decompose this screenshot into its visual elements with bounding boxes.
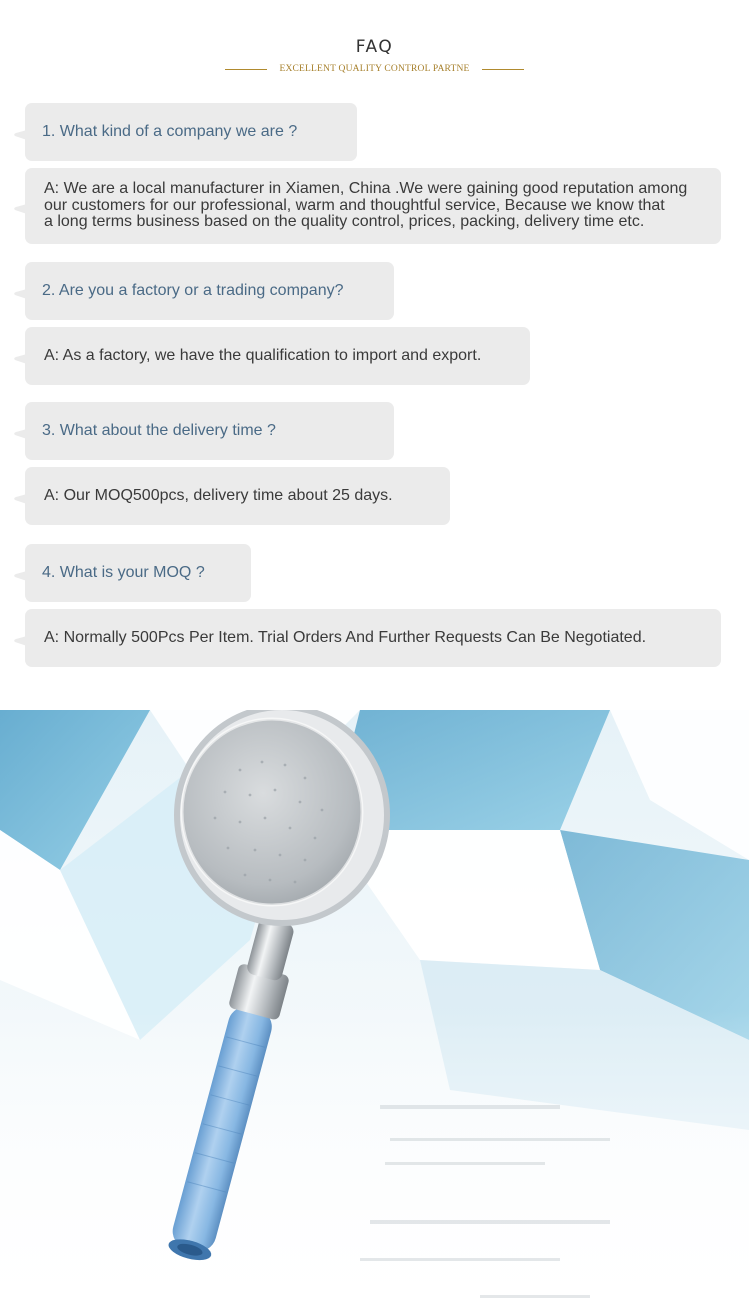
faq-question-text: 2. Are you a factory or a trading company? xyxy=(42,282,344,299)
faq-answer-2 xyxy=(25,327,530,385)
faq-answer-line: our customers for our professional, warm and thoughtful service, Because we know that xyxy=(44,196,665,214)
faq-answer-text: A: Our MOQ500pcs, delivery time about 25 days. xyxy=(44,486,393,504)
bubble-tail-icon xyxy=(13,571,27,581)
bubble-tail-icon xyxy=(13,354,27,364)
page-title: FAQ xyxy=(355,37,394,57)
divider-right xyxy=(482,69,524,70)
bubble-tail-icon xyxy=(13,289,27,299)
faq-question-4 xyxy=(25,544,251,602)
page-subtitle: EXCELLENT QUALITY CONTROL PARTNE xyxy=(279,64,470,74)
bubble-tail-icon xyxy=(13,494,27,504)
faq-question-3 xyxy=(25,402,394,460)
faq-answer-text: A: Normally 500Pcs Per Item. Trial Orders And Further Requests Can Be Negotiated. xyxy=(44,628,647,646)
faq-answer-text xyxy=(44,181,687,231)
bubble-tail-icon xyxy=(13,204,27,214)
faq-answer-line: a long terms business based on the quality control, prices, packing, delivery time etc. xyxy=(44,213,645,230)
bubble-tail-icon xyxy=(13,636,27,646)
bubble-tail-icon xyxy=(13,130,27,140)
faq-question-1 xyxy=(25,103,357,161)
divider-left xyxy=(225,69,267,70)
faq-answer-line: A: We are a local manufacturer in Xiamen, China .We were gaining good reputation among xyxy=(44,180,688,197)
faq-question-text: 4. What is your MOQ ? xyxy=(42,564,205,581)
faq-question-text: 1. What kind of a company we are ? xyxy=(42,123,298,140)
subtitle-row xyxy=(0,62,749,76)
product-photo xyxy=(0,710,749,1313)
faq-answer-1 xyxy=(25,168,721,244)
faq-question-text: 3. What about the delivery time ? xyxy=(42,422,276,439)
faq-answer-text: A: As a factory, we have the qualification to import and export. xyxy=(44,346,482,364)
bubble-tail-icon xyxy=(13,429,27,439)
faq-answer-3 xyxy=(25,467,450,525)
shower-head-product-photo-icon xyxy=(0,710,749,1313)
faq-header xyxy=(0,0,749,100)
faq-answer-4 xyxy=(25,609,721,667)
faq-question-2 xyxy=(25,262,394,320)
